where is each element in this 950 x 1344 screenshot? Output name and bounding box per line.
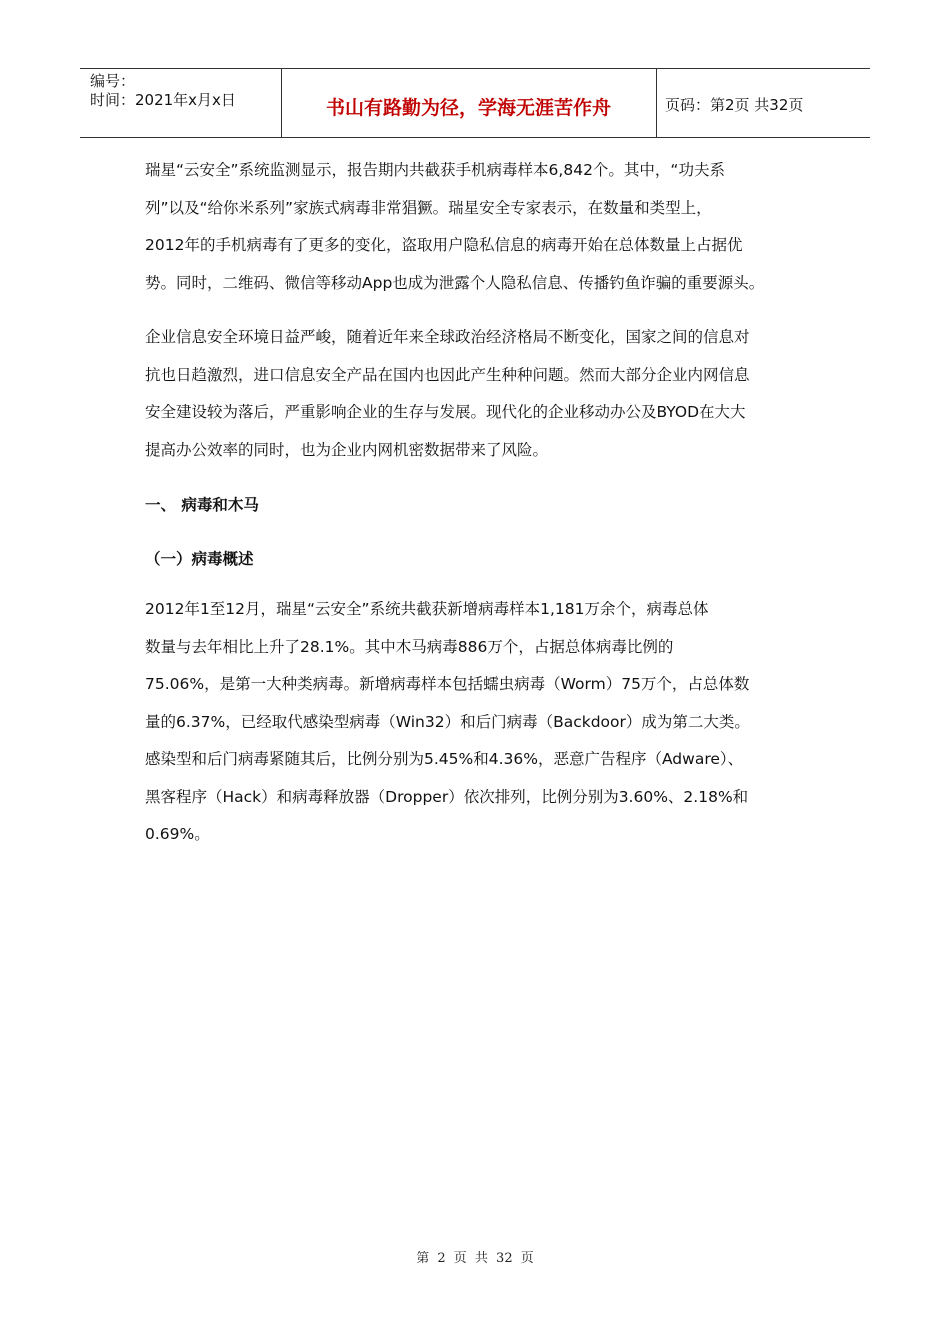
page-footer: 第 2 页 共 32 页 (416, 1251, 534, 1266)
paragraph-line: 2012年1至12月，瑞星“云安全”系统共截获新增病毒样本1,181万余个，病毒总体 (145, 600, 709, 618)
paragraph-line: 2012年的手机病毒有了更多的变化，盗取用户隐私信息的病毒开始在总体数量上占据优 (145, 236, 743, 254)
paragraph-line: 数量与去年相比上升了28.1%。其中木马病毒886万个，占据总体病毒比例的 (145, 637, 674, 656)
paragraph-line: 瑞星“云安全”系统监测显示，报告期内共截获手机病毒样本6,842个。其中，“功夫系 (145, 161, 725, 179)
subsection-heading: （一）病毒概述 (145, 550, 254, 568)
paragraph-virus-overview (145, 591, 820, 854)
paragraph-mobile-virus (145, 152, 820, 302)
section-heading: 一、 病毒和木马 (145, 496, 259, 514)
document-number-label: 编号： (90, 72, 136, 90)
header-left-cell (80, 69, 282, 137)
paragraph-line: 量的6.37%，已经取代感染型病毒（Win32）和后门病毒（Backdoor）成为第二大类。 (145, 712, 750, 731)
paragraph-line: 黑客程序（Hack）和病毒释放器（Dropper）依次排列，比例分别为3.60%、2.18%和 (145, 787, 749, 806)
paragraph-line: 势。同时，二维码、微信等移动App也成为泄露个人隐私信息、传播钓鱼诈骗的重要源头。 (145, 273, 765, 292)
paragraph-line: 安全建设较为落后，严重影响企业的生存与发展。现代化的企业移动办公及BYOD在大大 (145, 403, 746, 421)
paragraph-line: 75.06%，是第一大种类病毒。新增病毒样本包括蠕虫病毒（Worm）75万个，占总体数 (145, 675, 750, 693)
header-table (80, 68, 870, 138)
header-motto: 书山有路勤为径，学海无涯苦作舟 (325, 97, 611, 119)
paragraph-line: 感染型和后门病毒紧随其后，比例分别为5.45%和4.36%，恶意广告程序（Adware）、 (145, 750, 744, 768)
paragraph-line: 列”以及“给你米系列”家族式病毒非常猖獗。瑞星安全专家表示，在数量和类型上， (145, 198, 712, 217)
paragraph-line: 抗也日趋激烈，进口信息安全产品在国内也因此产生种种问题。然而大部分企业内网信息 (145, 365, 750, 384)
paragraph-line: 0.69%。 (145, 825, 210, 843)
header-page-cell (657, 69, 870, 137)
paragraph-enterprise-security (145, 319, 820, 469)
paragraph-line: 提高办公效率的同时，也为企业内网机密数据带来了风险。 (145, 440, 549, 459)
header-motto-cell (281, 69, 657, 137)
document-date: 时间：2021年x月x日 (90, 91, 236, 109)
paragraph-line: 企业信息安全环境日益严峻，随着近年来全球政治经济格局不断变化，国家之间的信息对 (145, 328, 750, 346)
header-page-info: 页码：第2页 共32页 (665, 96, 804, 114)
